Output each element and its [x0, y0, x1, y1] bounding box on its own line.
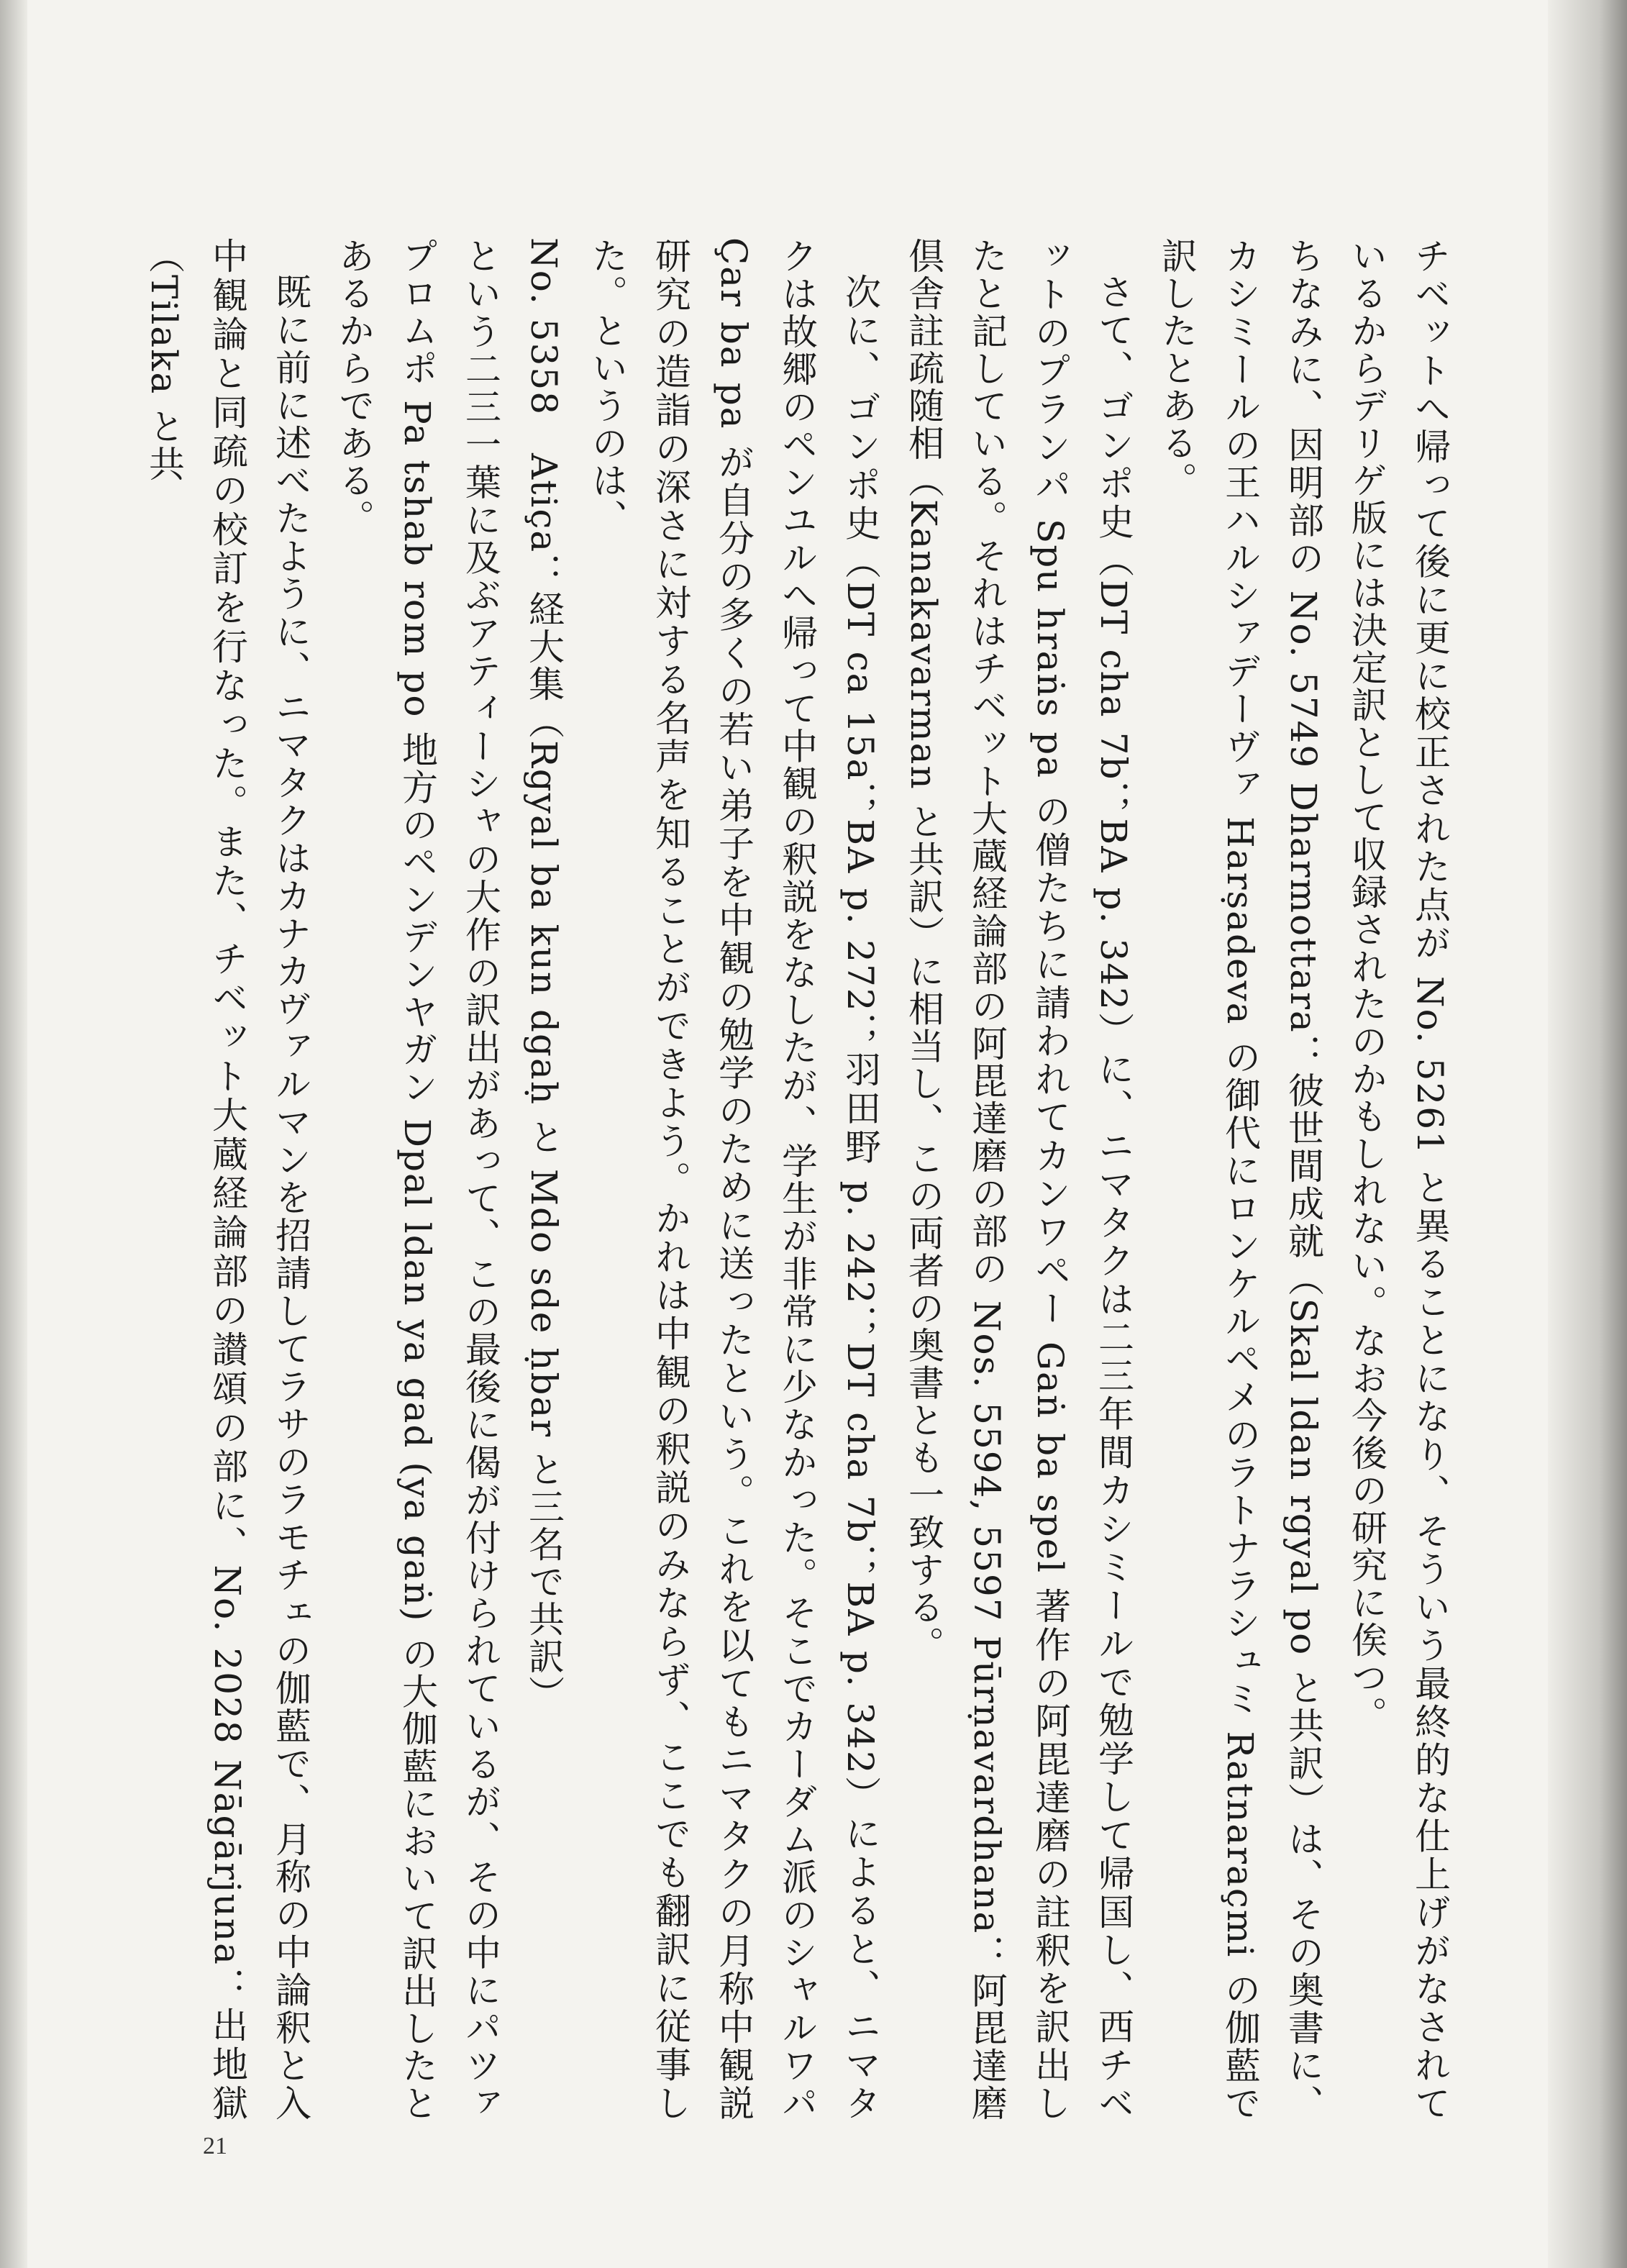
- vertical-text-body: [138, 237, 1462, 2122]
- page-binding-shadow: [1548, 0, 1627, 2268]
- paragraph-5: No. 5358 Atiça：経大集（Rgyal ba kun dgaḥ と Mdo sde ḥbar と三名で共訳）: [523, 237, 565, 1713]
- page-shadow-left: [0, 0, 27, 2268]
- paragraph-3: さて、ゴンポ史（DT cha 7b；BA p. 342）に、ニマタクは二三年間カシミールで勉学して帰国し、西チベットのプランパ Spu hraṅs pa の僧たちに請われてカンワペー Gaṅ ba spel 著作の阿毘達磨の註釈を訳出したと記している。それはチベット大蔵経論部の阿毘達磨の部の Nos. 5594, 5597 Pūrṇavardhana：阿毘達磨倶舎註疏随相（Kanakavarman と共訳）に相当し、この両者の奥書とも一致する。: [903, 237, 1134, 2122]
- paragraph-6: という二三一葉に及ぶアティーシャの大作の訳出があって、この最後に偈が付けられているが、その中にパツァプロムポ Pa tshab rom po 地方のペンデンヤガン Dpal ldan ya gad (ya gaṅ) の大伽藍において訳出したとあるからである。: [333, 237, 501, 2122]
- paragraph-1: チベットへ帰って後に更に校正された点が No. 5261 と異ることになり、そういう最終的な仕上げがなされているからデリゲ版には決定訳として収録されたのかもしれない。なお今後の研究に俟つ。: [1346, 237, 1451, 2122]
- page-number: 21: [203, 2133, 227, 2159]
- paragraph-7: 既に前に述べたように、ニマタクはカナカヴァルマンを招請してラサのラモチェの伽藍で、月称の中論釈と入中観論と同疏の校訂を行なった。また、チベット大蔵経論部の讃頌の部に、No. 2028 Nāgārjuna：出地獄（Tilaka と共: [143, 237, 311, 2122]
- paragraph-4: 次に、ゴンポ史（DT ca 15a；BA p. 272；羽田野 p. 242；DT cha 7b；BA p. 342）によると、ニマタクは故郷のペンユルへ帰って中観の釈説をなしたが、学生が非常に少なかった。そこでカーダム派のシャルワパ Çar ba pa が自分の多くの若い弟子を中観の勉学のために送ったという。これを以てもニマタクの月称中観説研究の造詣の深さに対する名声を知ることができよう。かれは中観の釈説のみならず、ここでも翻訳に従事した。というのは、: [586, 237, 881, 2122]
- paragraph-2: ちなみに、因明部の No. 5749 Dharmottara：彼世間成就（Skal ldan rgyal po と共訳）は、その奥書に、カシミールの王ハルシァデーヴァ Harṣadeva の御代にロンケルペメのラトナラシュミ Ratnaraçmi の伽藍で訳したとある。: [1156, 237, 1324, 2122]
